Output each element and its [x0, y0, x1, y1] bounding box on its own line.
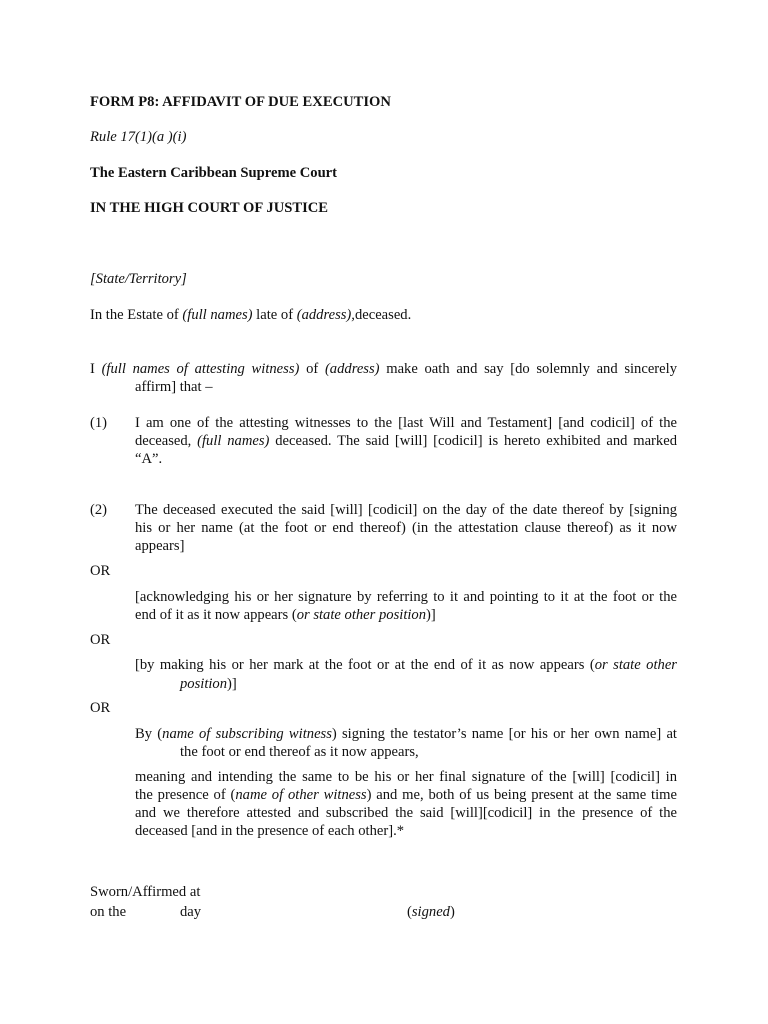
oath-line-1 [90, 360, 677, 378]
alt-1-italic: or state other position [296, 607, 427, 623]
alt-3-line-1 [135, 725, 677, 743]
court-name: The Eastern Caribbean Supreme Court [90, 165, 338, 181]
meaning-line-3: and we therefore attested and subscribed the said [will][codicil] in the presence of the [135, 805, 677, 821]
alt-3-line-2: the foot or end thereof as it now appears, [180, 744, 419, 760]
clause-1-number: (1) [90, 415, 108, 431]
alt-3-italic: name of subscribing witness [162, 726, 332, 742]
oath-address: (address) [324, 361, 380, 377]
alt-3-by: By ( [135, 726, 163, 742]
alt-1-line-2 [135, 606, 436, 624]
meaning-text: ) and me, both of us being present at the same time [366, 787, 677, 803]
alt-2-text: [by making his or her mark at the foot or at the end of it as now appears ( [135, 657, 595, 673]
alt-2-italic: or state other [594, 657, 677, 673]
alt-2-line-2 [180, 675, 237, 693]
alt-1-line-1: [acknowledging his or her signature by referring to it and pointing to it at the foot or the [135, 589, 677, 605]
meaning-presence: the presence of ( [135, 787, 236, 803]
alt-2-close: )] [227, 676, 237, 692]
estate-late-of: late of [252, 307, 297, 323]
signed-text: signed [411, 904, 450, 920]
oath-line-2: affirm] that – [135, 379, 213, 395]
clause-1-deceased: deceased, [135, 433, 198, 449]
clause-1-exhibit: deceased. The said [will] [codicil] is hereto exhibited and marked [269, 433, 677, 449]
signed-close: ) [449, 904, 455, 920]
clause-1-full-names: (full names) [197, 433, 270, 449]
meaning-line-1: meaning and intending the same to be his or her final signature of the [will] [codicil] in [135, 769, 677, 785]
state-territory: [State/Territory] [90, 271, 187, 287]
estate-address: (address), [296, 307, 355, 323]
estate-deceased: deceased. [354, 307, 412, 323]
meaning-line-4: deceased [and in the presence of each other].* [135, 823, 405, 839]
alt-2-line-1 [135, 656, 677, 674]
rule-reference: Rule 17(1)(a )(i) [90, 129, 187, 145]
signed-label [407, 903, 455, 921]
alt-2-position: position [180, 676, 228, 692]
form-title: FORM P8: AFFIDAVIT OF DUE EXECUTION [90, 94, 391, 110]
oath-rest: make oath and say [do solemnly and sincerely [379, 361, 677, 377]
clause-2-line-2: his or her name (at the foot or end thereof) (in the attestation clause thereof) as it now [135, 520, 677, 536]
signed-open: ( [407, 904, 412, 920]
estate-prefix: In the Estate of [90, 307, 183, 323]
oath-of: of [299, 361, 325, 377]
high-court-heading: IN THE HIGH COURT OF JUSTICE [90, 200, 329, 216]
sworn-affirmed-at: Sworn/Affirmed at [90, 884, 201, 900]
oath-i: I [90, 361, 102, 377]
day-label: day [180, 904, 202, 920]
meaning-other-witness: name of other witness [235, 787, 367, 803]
on-the-label: on the [90, 904, 127, 920]
estate-full-names: (full names) [182, 307, 253, 323]
meaning-line-2 [135, 786, 677, 804]
clause-2-number: (2) [90, 502, 108, 518]
alt-1-text: end of it as it now appears ( [135, 607, 297, 623]
clause-2-line-3: appears] [135, 538, 185, 554]
or-label-3: OR [90, 700, 111, 716]
clause-1-line-1: I am one of the attesting witnesses to the [last Will and Testament] [and codicil] of the [135, 415, 677, 431]
or-label-2: OR [90, 632, 111, 648]
alt-1-close: )] [426, 607, 436, 623]
oath-witness: (full names of attesting witness) [101, 361, 300, 377]
clause-1-line-2 [135, 432, 677, 450]
alt-3-text: ) signing the testator’s name [or his or her own name] at [331, 726, 677, 742]
or-label-1: OR [90, 563, 111, 579]
clause-1-line-3: “A”. [135, 451, 163, 467]
clause-2-line-1: The deceased executed the said [will] [codicil] on the day of the date thereof by [signing [135, 502, 677, 518]
estate-line [90, 306, 411, 324]
